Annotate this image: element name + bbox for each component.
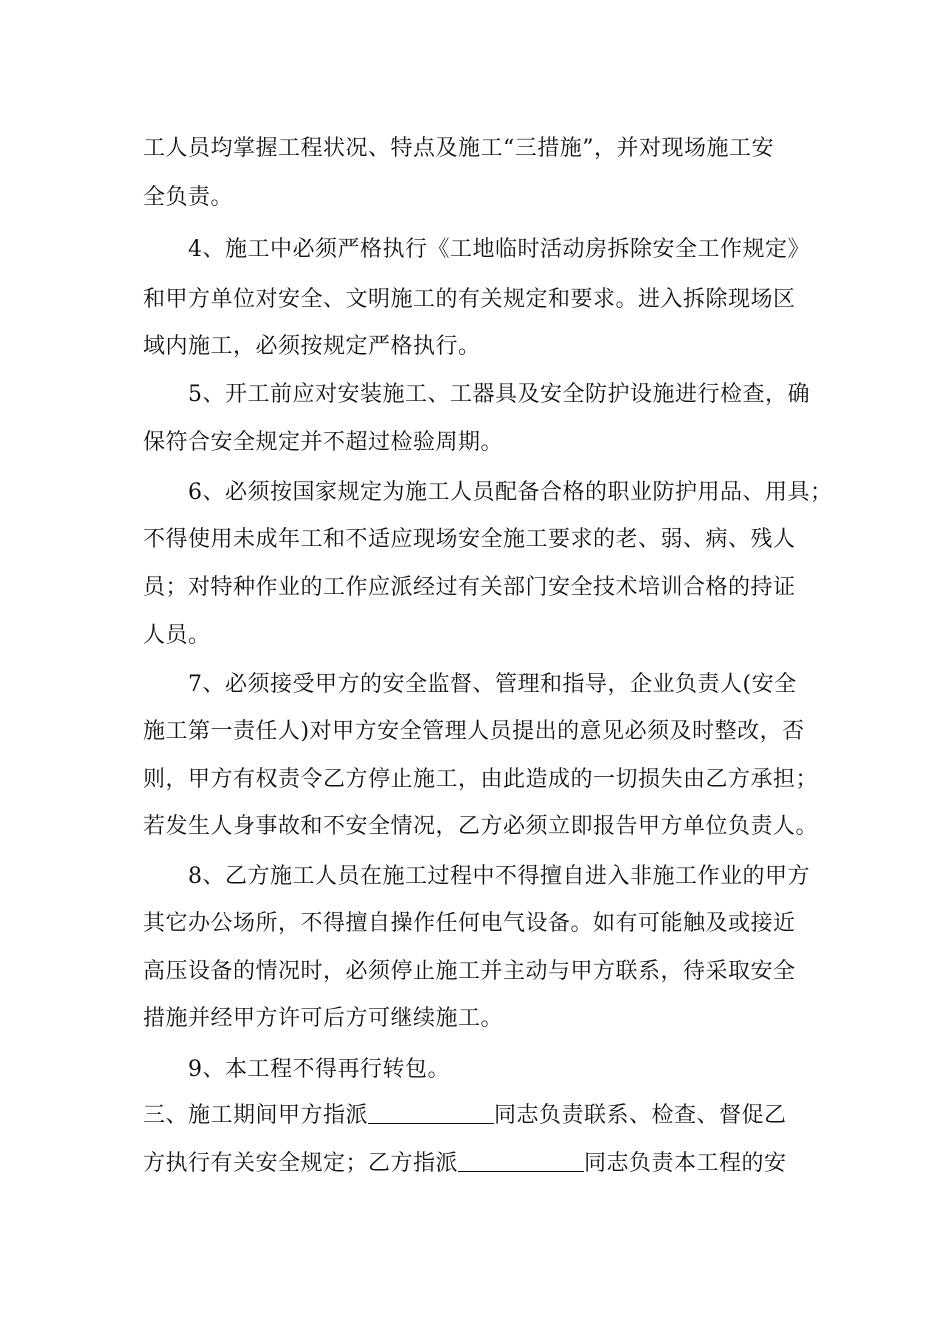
body-line: 施工第一责任人)对甲方安全管理人员提出的意见必须及时整改，否 — [143, 719, 805, 744]
clause-4-line: 4、施工中必须严格执行《工地临时活动房拆除安全工作规定》 — [188, 237, 810, 262]
body-line: 则，甲方有权责令乙方停止施工，由此造成的一切损失由乙方承担； — [143, 767, 819, 792]
clause-6-line: 6、必须按国家规定为施工人员配备合格的职业防护用品、用具； — [188, 480, 833, 505]
clause-5-line: 5、开工前应对安装施工、工器具及安全防护设施进行检查，确 — [188, 382, 810, 407]
body-line: 域内施工，必须按规定严格执行。 — [143, 334, 481, 359]
body-line: 保符合安全规定并不超过检验周期。 — [143, 430, 504, 455]
clause-7-line: 7、必须接受甲方的安全监督、管理和指导，企业负责人(安全 — [188, 672, 797, 697]
clause-9-line: 9、本工程不得再行转包。 — [188, 1057, 450, 1082]
body-line: 措施并经甲方许可后方可继续施工。 — [143, 1006, 504, 1031]
section-3-cont-text-before: 方执行有关安全规定；乙方指派 — [143, 1151, 459, 1176]
clause-8-line: 8、乙方施工人员在施工过程中不得擅自进入非施工作业的甲方 — [188, 864, 810, 889]
body-line: 其它办公场所，不得擅自操作任何电气设备。如有可能触及或接近 — [143, 911, 796, 936]
section-3-text-before: 三、施工期间甲方指派 — [143, 1103, 369, 1128]
body-line: 工人员均掌握工程状况、特点及施工“三措施”，并对现场施工安 — [143, 136, 774, 161]
body-line: 高压设备的情况时，必须停止施工并主动与甲方联系，待采取安全 — [143, 959, 796, 984]
body-line: 不得使用未成年工和不适应现场安全施工要求的老、弱、病、残人 — [143, 527, 796, 552]
section-3-cont-text-after: 同志负责本工程的安 — [584, 1151, 787, 1176]
section-3-text-after: 同志负责联系、检查、督促乙 — [494, 1103, 787, 1128]
section-3-continuation-line — [143, 1147, 787, 1181]
body-line: 全负责。 — [143, 185, 234, 210]
body-line: 和甲方单位对安全、文明施工的有关规定和要求。进入拆除现场区 — [143, 287, 796, 312]
body-line: 人员。 — [143, 623, 211, 648]
body-line: 员；对特种作业的工作应派经过有关部门安全技术培训合格的持证 — [143, 575, 796, 600]
blank-field-party-b-contact — [458, 1149, 584, 1172]
section-3-line — [143, 1099, 787, 1133]
blank-field-party-a-contact — [368, 1101, 494, 1124]
body-line: 若发生人身事故和不安全情况，乙方必须立即报告甲方单位负责人。 — [143, 814, 819, 839]
